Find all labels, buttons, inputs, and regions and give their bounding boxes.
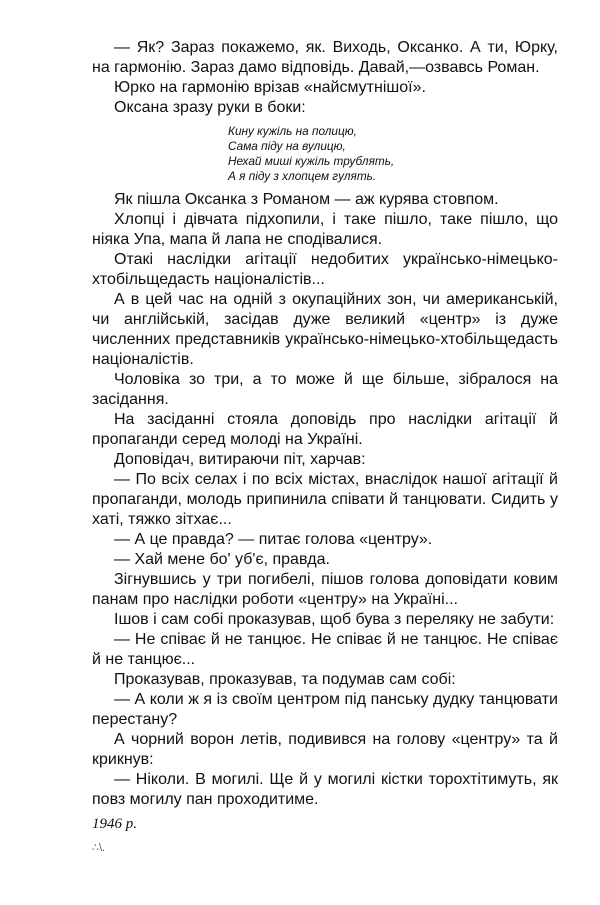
corner-mark: ∴\. bbox=[92, 842, 106, 854]
paragraph: — Хай мене бо' уб'є, правда. bbox=[114, 551, 330, 568]
paragraph: Чоловіка зо три, а то може й ще більше, зібралося на засідання. bbox=[92, 371, 558, 408]
paragraph: — Не співає й не танцює. Не співає й не танцює. Не співає й не танцює... bbox=[92, 631, 558, 668]
paragraph: Ішов і сам собі проказував, щоб бува з переляку не забути: bbox=[114, 611, 555, 628]
paragraph: Доповідач, витираючи піт, харчав: bbox=[114, 451, 366, 468]
paragraph: На засіданні стояла доповідь про наслідки агітації й пропаганди серед молоді на Україні. bbox=[92, 411, 558, 448]
paragraph: Проказував, проказував, та подумав сам собі: bbox=[114, 671, 456, 688]
page-content bbox=[92, 38, 558, 854]
paragraph: — Як? Зараз покажемо, як. Виходь, Оксанко. А ти, Юрку, на гармонію. Зараз дамо відповідь. Давай,—озвавсь Роман. bbox=[92, 39, 558, 76]
paragraph: Хлопці і дівчата підхопили, і таке пішло, таке пішло, що ніяка Упа, мапа й лапа не сподівалися. bbox=[92, 211, 558, 248]
paragraph: — По всіх селах і по всіх містах, внаслідок нашої агітації й пропаганди, молодь припинила співати й танцювати. Сидить у хаті, тяжко зітхає... bbox=[92, 471, 558, 528]
paragraph: Зігнувшись у три погибелі, пішов голова доповідати ковим панам про наслідки роботи «центру» на Україні... bbox=[92, 571, 558, 608]
song-line: Сама піду на вулицю, bbox=[228, 139, 346, 153]
song-line: Нехай миші кужіль трублять, bbox=[228, 154, 395, 168]
paragraph: — А це правда? — питає голова «центру». bbox=[114, 531, 433, 548]
song-line: Кину кужіль на полицю, bbox=[228, 124, 357, 138]
paragraph: Юрко на гармонію врізав «найсмутнішої». bbox=[114, 79, 426, 96]
song-line: А я піду з хлопцем гулять. bbox=[228, 169, 377, 183]
paragraph: Як пішла Оксанка з Романом — аж курява стовпом. bbox=[114, 191, 499, 208]
paragraph: — А коли ж я із своїм центром під панську дудку танцювати перестану? bbox=[92, 691, 558, 728]
paragraph: Отакі наслідки агітації недобитих українсько-німецько-хтобільщедасть націоналістів... bbox=[92, 251, 558, 288]
date-signature: 1946 р. bbox=[92, 816, 137, 832]
paragraph: А в цей час на одній з окупаційних зон, чи американській, чи англійській, засідав дуже великий «центр» із дуже численних представників українсько-німецько-хтобільщедасть націоналістів. bbox=[92, 291, 558, 368]
paragraph: А чорний ворон летів, подивився на голову «центру» та й крикнув: bbox=[92, 731, 558, 768]
paragraph: — Ніколи. В могилі. Ще й у могилі кістки торохтітимуть, як повз могилу пан проходитиме. bbox=[92, 771, 558, 808]
paragraph: Оксана зразу руки в боки: bbox=[114, 99, 306, 116]
song-verse bbox=[228, 124, 558, 184]
